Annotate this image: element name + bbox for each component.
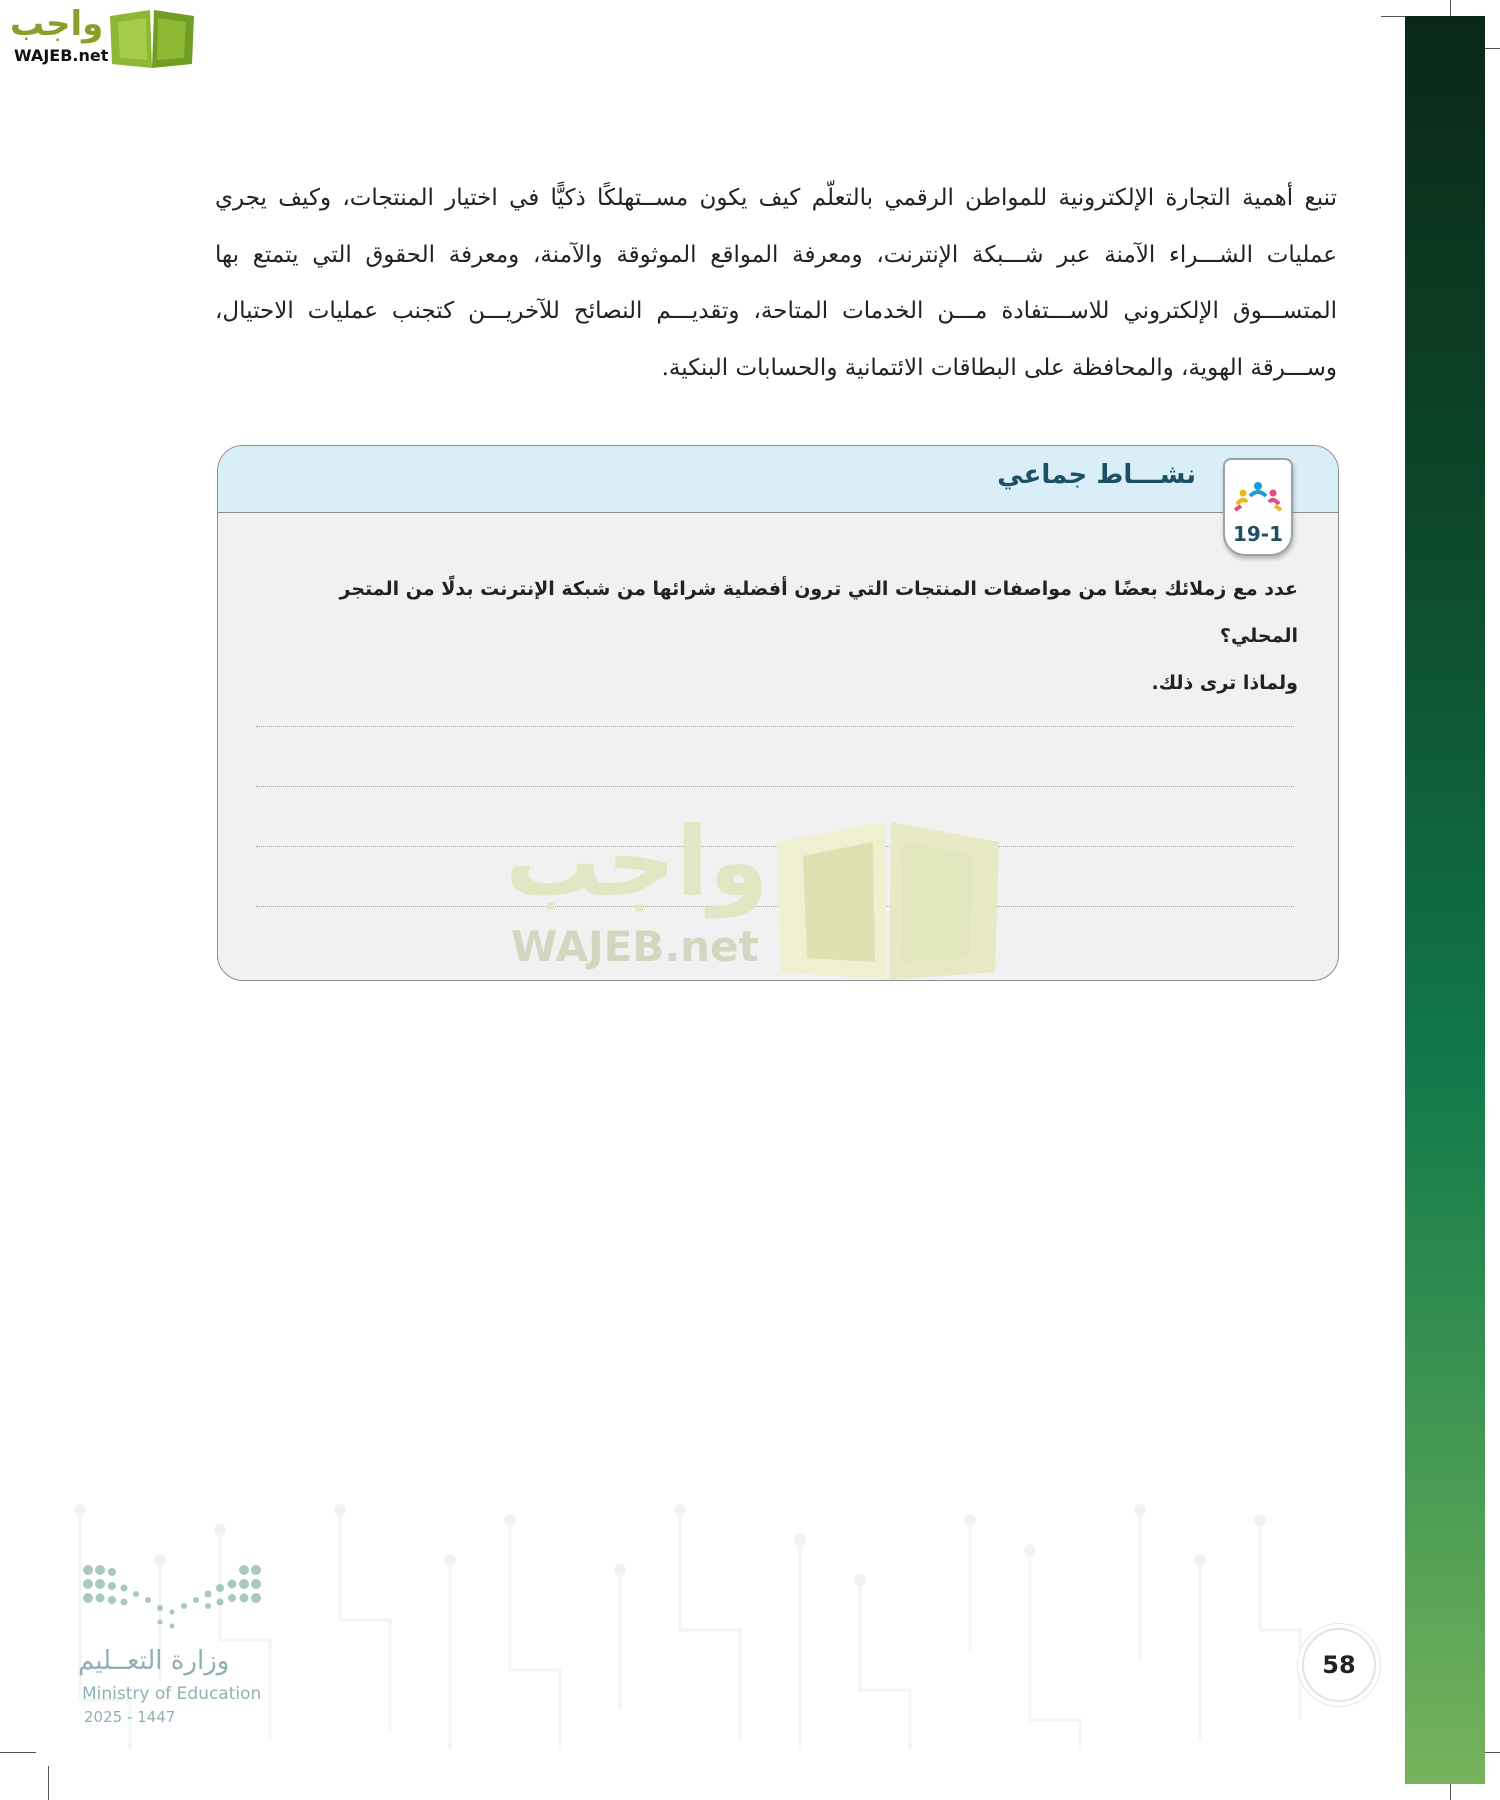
activity-question [258, 566, 1298, 707]
group-people-icon [1231, 480, 1285, 516]
logo-arabic-text: واجب [10, 4, 104, 44]
logo-english-text: WAJEB.net [14, 46, 109, 65]
answer-line[interactable] [256, 786, 1294, 787]
activity-number: 19-1 [1232, 522, 1284, 546]
answer-line[interactable] [256, 726, 1294, 727]
book-icon [108, 6, 196, 70]
ministry-arabic-name: وزارة التعــليم [78, 1646, 230, 1676]
chapter-side-bar [1405, 16, 1485, 1784]
question-line-1: عدد مع زملائك بعضًا من مواصفات المنتجات التي ترون أفضلية شرائها من شبكة الإنترنت بدلًا من المتجر المحلي؟ [339, 578, 1298, 647]
crop-mark [48, 1766, 49, 1800]
activity-header [218, 446, 1338, 513]
page-number: 58 [1302, 1628, 1376, 1702]
ministry-english-name: Ministry of Education [82, 1684, 262, 1704]
watermark-book-icon [773, 812, 1003, 982]
ministry-year: 2025 - 1447 [84, 1708, 176, 1726]
activity-title: نشـــاط جماعي [997, 460, 1196, 490]
wajeb-watermark [505, 806, 1005, 982]
question-line-2: ولماذا ترى ذلك. [1151, 672, 1298, 694]
ministry-logo [78, 1560, 278, 1740]
watermark-english: WAJEB.net [511, 922, 759, 971]
crop-mark [0, 1752, 36, 1753]
activity-badge [1223, 458, 1293, 556]
intro-paragraph: تنبع أهمية التجارة الإلكترونية للمواطن الرقمي بالتعلّم كيف يكون مســتهلكًا ذكيًّا في اختيار المنتجات، وكيف يجري عمليات الشـــراء الآمنة عبر شـــبكة الإنترنت، ومعرفة المواقع الموثوقة والآمنة، ومعرفة الحقوق التي يتمتع بها المتســـوق الإلكتروني للاســـتفادة مـــن الخدمات المتاحة، وتقديـــم النصائح للآخريـــن كتجنب عمليات الاحتيال، وســـرقة الهوية، والمحافظة على البطاقات الائتمانية والحسابات البنكية. [215, 185, 1337, 381]
wajeb-logo[interactable] [8, 4, 198, 72]
watermark-arabic: واجب [505, 806, 769, 918]
ministry-emblem-icon [78, 1560, 268, 1640]
